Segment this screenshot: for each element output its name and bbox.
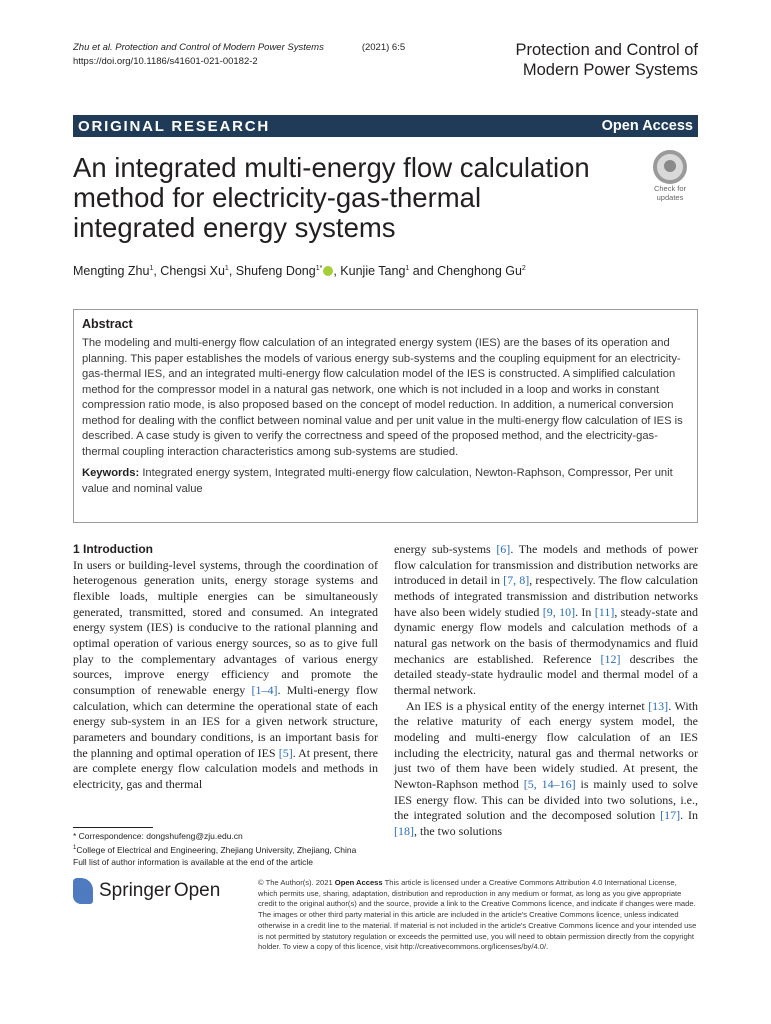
body-text: , steady-state and dynamic energy flow models and calculation methods of a natural gas network on the basis of thermodynamics and fluid mechanics are established. Reference [394, 604, 698, 666]
body-text: , respectively. The flow calculation methods of integrated transmission and distribution networks have also been widely studied [394, 573, 698, 619]
license-prefix: © The Author(s). 2021 [258, 878, 335, 887]
publisher-open: Open [173, 880, 221, 901]
citation-link[interactable]: [5, 14–16] [523, 776, 576, 791]
footnote-divider [73, 827, 153, 828]
article-title [73, 153, 633, 243]
check-badge-line1: Check for [653, 184, 687, 193]
author-name[interactable]: Chengsi Xu [160, 264, 225, 278]
citation-link[interactable]: [17] [660, 808, 681, 823]
citation-link[interactable]: [5] [278, 745, 293, 760]
author-name[interactable]: and Chenghong Gu [412, 264, 522, 278]
license-open-access: Open Access [334, 878, 383, 887]
body-text: An IES is a physical entity of the energy internet [406, 698, 649, 713]
article-type-label: ORIGINAL RESEARCH [78, 117, 271, 135]
intro-text: . At present, there are complete energy flow calculation models and methods in electricity, gas and thermal [73, 745, 378, 791]
body-text: . The models and methods of power flow calculation for transmission and distribution networks are introduced in detail in [394, 542, 698, 588]
affiliation-mark: 1 [73, 845, 77, 851]
citation-link[interactable]: [13] [648, 698, 669, 713]
journal-title-line1: Protection and Control of [515, 41, 698, 59]
springer-open-logo[interactable] [73, 878, 220, 904]
citation-link[interactable]: [18] [394, 823, 414, 838]
abstract-box [73, 309, 698, 523]
author-list: Mengting Zhu$^1$, Chengsi Xu$^1$, Shufeng Dong$^{1*}$ , Kunjie Tang$^1$ and Chenghong Gu$^2$ [73, 264, 526, 278]
title-line1: An integrated multi-energy flow calculation [73, 152, 590, 183]
check-for-updates-icon [653, 150, 687, 184]
article-type-banner [73, 115, 698, 137]
springer-horse-icon [73, 878, 93, 904]
body-text: . In [575, 604, 595, 619]
footnotes [73, 830, 378, 868]
journal-title-line2: Modern Power Systems [522, 61, 698, 79]
citation-link[interactable]: [11] [594, 604, 615, 619]
intro-text: In users or building-level systems, through the coordination of heterogenous generation units, energy storage systems and flexible loads, multiple energies can be simultaneously generated, transmitted, stored and consumed. An integrated energy system (IES) is conducive to the rational planning and optimal operation of various energy sources, so as to give full play to the complementary advantages of various energy sources, improve energy efficiency and promote the consumption of renewable energy [73, 557, 378, 697]
header-doi-link[interactable]: https://doi.org/10.1186/s41601-021-00182-2 [73, 56, 258, 67]
citation-link[interactable]: [1–4] [251, 682, 278, 697]
correspondence-note[interactable]: * Correspondence: dongshufeng@zju.edu.cn [73, 831, 243, 841]
check-badge-line2: updates [656, 193, 684, 202]
author-affiliation-mark: 1 [405, 264, 410, 272]
keywords-label: Keywords: [82, 467, 140, 479]
author-affiliation-mark: 1 [224, 264, 229, 272]
body-text: . With the relative maturity of each energy system model, the modeling and multi-energy flow calculation of an IES including the electricity, natural gas and thermal networks or just two of them have been widely studied. At present, the Newton-Raphson method [394, 698, 698, 791]
header-year: (2021) 6:5 [361, 42, 406, 53]
intro-text: . Multi-energy flow calculation, which can determine the operational state of each energy sub-system in an IES for a given network structure, parameters and boundary conditions, is an important basis for the planning and optimal operation of IES [73, 682, 378, 760]
citation-link[interactable]: [6] [496, 542, 511, 556]
author-name[interactable]: Shufeng Dong [235, 264, 316, 278]
body-text: energy sub-systems [394, 542, 497, 556]
keywords-text: Integrated energy system, Integrated multi-energy flow calculation, Newton-Raphson, Compressor, Per unit value and nominal value [82, 467, 673, 495]
license-text: This article is licensed under a Creative Commons Attribution 4.0 International License, which permits use, sharing, adaptation, distribution and reproduction in any medium or format, as long as you give appropriate credit to the original author(s) and the source, provide a link to the Creative Commons licence, and indicate if changes were made. The images or other third party material in this article are included in the article's Creative Commons licence, unless indicated otherwise in a credit line to the material. If material is not included in the article's Creative Commons licence and your intended use is not permitted by statutory regulation or exceeds the permitted use, you will need to obtain permission directly from the copyright holder. To view a copy of this licence, visit http://creativecommons.org/licenses/by/4.0/. [258, 878, 697, 952]
section-heading-introduction: 1 Introduction [73, 542, 153, 556]
title-line2: method for electricity-gas-thermal [73, 182, 482, 213]
orcid-icon[interactable] [323, 266, 333, 276]
abstract-heading: Abstract [82, 317, 133, 331]
author-affiliation-mark: 2 [521, 264, 526, 272]
citation-link[interactable]: [12] [600, 651, 621, 666]
check-for-updates-badge[interactable] [648, 150, 692, 200]
title-line3: integrated energy systems [73, 212, 396, 243]
body-text: describes the detailed steady-state hydraulic model and thermal model of a thermal network. [394, 651, 698, 697]
keywords [82, 466, 689, 497]
body-column-left [73, 542, 378, 793]
publisher-name: Springer [99, 880, 171, 901]
license-statement [258, 878, 698, 953]
body-text: , the two solutions [414, 823, 503, 838]
author-info-note: Full list of author information is available at the end of the article [73, 856, 314, 867]
body-paragraph [394, 542, 698, 699]
author-affiliation-mark: 1 [149, 264, 154, 272]
author-name[interactable]: Mengting Zhu [73, 264, 150, 278]
body-column-right [394, 542, 698, 839]
body-text: is mainly used to solve IES energy flow. This can be divided into two solutions, i.e., the integrated solution and the decomposed solution [394, 776, 699, 823]
running-header [73, 41, 405, 69]
header-citation: Zhu et al. Protection and Control of Modern Power Systems [73, 42, 324, 53]
intro-paragraph [73, 558, 378, 793]
open-access-label: Open Access [601, 118, 693, 134]
affiliation-text: College of Electrical and Engineering, Zhejiang University, Zhejiang, China [76, 844, 357, 855]
body-paragraph [394, 699, 698, 840]
citation-link[interactable]: [9, 10] [542, 604, 576, 619]
body-text: . In [680, 808, 699, 823]
abstract-body: The modeling and multi-energy flow calculation of an integrated energy system (IES) are the bases of its operation and planning. This paper establishes the models of various energy sub-systems and the coupling equipment for an electricity-gas-thermal IES, and an integrated multi-energy flow calculation model of the IES is constructed. A simplified calculation method for the compressor model in a natural gas network, one which is not included in a loop and works in constant compression ratio mode, is also proposed based on the concept of model reduction. In addition, a numerical conversion method for dealing with the conflict between nominal value and per unit value in the multi-energy flow calculation of IES is described. A case study is given to verify the correctness and speed of the proposed method, and the electricity-gas-thermal coupling interaction characteristics among sub-systems are studied. [82, 337, 683, 458]
author-affiliation-mark: 1* [315, 264, 323, 272]
author-name[interactable]: Kunjie Tang [340, 264, 406, 278]
citation-link[interactable]: [7, 8] [503, 573, 530, 588]
journal-title [515, 40, 698, 80]
affiliation-note [73, 842, 378, 856]
